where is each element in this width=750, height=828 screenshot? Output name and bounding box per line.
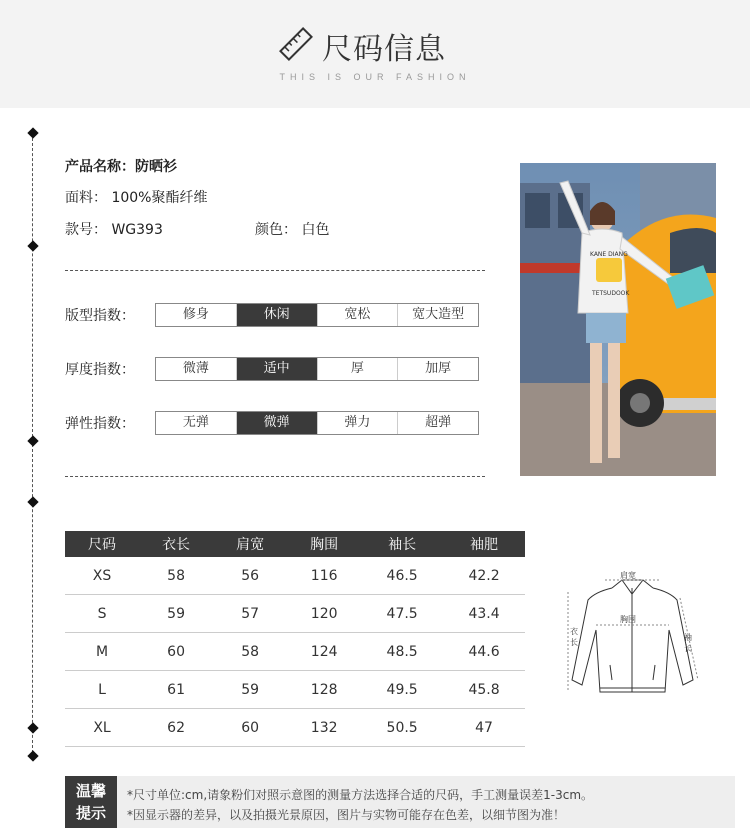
timeline-marker: [27, 240, 38, 251]
scale-label: 厚度指数：: [65, 362, 135, 378]
diagram-chest-label: 胸围: [620, 615, 636, 624]
scale-option: 超弹: [397, 412, 478, 434]
scale-option: 加厚: [397, 358, 478, 380]
column-header: 衣长: [139, 531, 213, 557]
size-table-header: [65, 531, 525, 557]
table-cell: 44.6: [443, 633, 525, 671]
product-name-row: [65, 156, 177, 176]
tips-badge-line1: 温馨: [75, 782, 106, 800]
print-text-1: KANE DIANG: [590, 251, 628, 258]
scale-option-selected: 适中: [236, 358, 317, 380]
table-cell: M: [65, 633, 139, 671]
scale-option: 弹力: [317, 412, 398, 434]
timeline-marker: [27, 496, 38, 507]
tips-line-1: *尺寸单位:cm,请象粉们对照示意图的测量方法选择合适的尺码，手工测量误差1-3cm。: [127, 788, 594, 802]
scale-bar: [155, 357, 479, 381]
tips-box: [65, 776, 735, 828]
table-cell: 124: [287, 633, 361, 671]
sku-label: 款号：: [65, 222, 107, 238]
scale-option: 宽松: [317, 304, 398, 326]
table-cell: 42.2: [443, 557, 525, 595]
column-header: 胸围: [287, 531, 361, 557]
table-cell: XL: [65, 709, 139, 747]
table-cell: 132: [287, 709, 361, 747]
column-header: 袖肥: [443, 531, 525, 557]
sku-row: [65, 219, 163, 239]
scale-label: 弹性指数：: [65, 416, 135, 432]
table-cell: XS: [65, 557, 139, 595]
table-row: [65, 709, 525, 747]
table-cell: 46.5: [361, 557, 443, 595]
diagram-shoulder-label: 肩宽: [620, 571, 636, 580]
scale-option: 修身: [182, 307, 209, 322]
table-row: [65, 595, 525, 633]
jacket-measurement-diagram: [560, 570, 705, 700]
scale-option: 宽大造型: [397, 304, 478, 326]
table-cell: 49.5: [361, 671, 443, 709]
product-photo: [520, 163, 716, 476]
product-name: 防晒衫: [135, 159, 177, 175]
page-subtitle: THIS IS OUR FASHION: [279, 72, 471, 82]
table-cell: 59: [213, 671, 287, 709]
column-header: 袖长: [361, 531, 443, 557]
scale-bar: [155, 411, 479, 435]
sku-value: WG393: [111, 222, 163, 238]
tips-badge: [65, 776, 117, 828]
color-row: [255, 219, 329, 239]
table-cell: L: [65, 671, 139, 709]
tips-badge-line2: 提示: [75, 804, 106, 822]
product-name-label: 产品名称：: [65, 159, 135, 175]
table-row: [65, 633, 525, 671]
timeline-marker: [27, 722, 38, 733]
scale-bar: [155, 303, 479, 327]
column-header: 肩宽: [213, 531, 287, 557]
diagram-length-label-a: 衣: [570, 627, 578, 636]
diagram-sleeve-label-a: 袖: [684, 633, 692, 642]
table-cell: 56: [213, 557, 287, 595]
table-cell: 120: [287, 595, 361, 633]
page-header: [0, 0, 750, 108]
table-cell: 47.5: [361, 595, 443, 633]
diagram-length-label-b: 长: [570, 638, 578, 647]
table-cell: 57: [213, 595, 287, 633]
table-cell: 43.4: [443, 595, 525, 633]
table-cell: 50.5: [361, 709, 443, 747]
fabric-row: [65, 187, 207, 207]
divider: [65, 270, 485, 271]
scale-option: 厚: [317, 358, 398, 380]
table-cell: 48.5: [361, 633, 443, 671]
timeline-marker: [27, 435, 38, 446]
scale-option: 无弹: [182, 415, 209, 430]
table-cell: 60: [139, 633, 213, 671]
table-cell: 128: [287, 671, 361, 709]
diagram-sleeve-label-b: 长: [684, 644, 692, 653]
table-cell: 58: [139, 557, 213, 595]
scale-option-selected: 微弹: [236, 412, 317, 434]
table-cell: 59: [139, 595, 213, 633]
size-table: [65, 531, 525, 747]
fabric-label: 面料：: [65, 190, 107, 206]
table-cell: 45.8: [443, 671, 525, 709]
fabric-value: 100%聚酯纤维: [111, 190, 208, 206]
print-text-2: TETSUDOOK: [592, 290, 630, 297]
timeline-marker: [27, 127, 38, 138]
scale-option-selected: 休闲: [236, 304, 317, 326]
table-row: [65, 557, 525, 595]
scale-label: 版型指数：: [65, 308, 135, 324]
color-value: 白色: [301, 222, 330, 238]
timeline-marker: [27, 750, 38, 761]
scale-option: 微薄: [182, 361, 209, 376]
table-cell: 116: [287, 557, 361, 595]
table-cell: 58: [213, 633, 287, 671]
table-cell: 47: [443, 709, 525, 747]
table-row: [65, 671, 525, 709]
table-cell: 60: [213, 709, 287, 747]
ruler-icon: [278, 26, 314, 62]
divider: [65, 476, 485, 477]
table-cell: 62: [139, 709, 213, 747]
color-label: 颜色：: [255, 222, 297, 238]
table-cell: 61: [139, 671, 213, 709]
table-cell: S: [65, 595, 139, 633]
column-header: 尺码: [65, 531, 139, 557]
page-title: 尺码信息: [322, 32, 446, 67]
tips-line-2: *因显示器的差异，以及拍摄光景原因，图片与实物可能存在色差，以细节图为准！: [127, 808, 566, 822]
